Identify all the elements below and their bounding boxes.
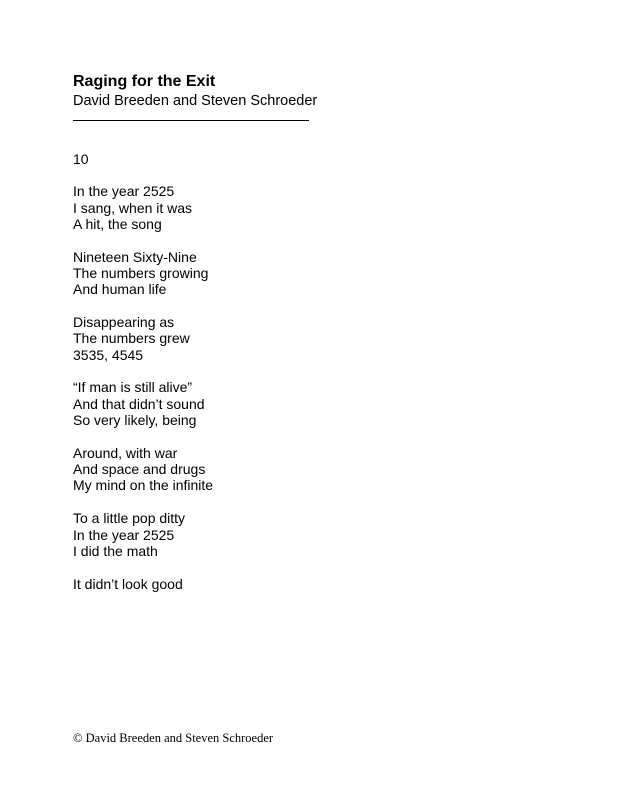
poem-line: 3535, 4545 [73, 346, 144, 363]
stanza-3 [73, 314, 573, 363]
stanza-1 [73, 183, 573, 232]
poem-line: So very likely, being [73, 412, 197, 429]
poem-line: “If man is still alive” [73, 379, 193, 396]
poem-line: In the year 2525 [73, 183, 175, 200]
poem-line: To a little pop ditty [73, 510, 186, 527]
stanza-7 [73, 576, 573, 592]
poem-line: And that didn’t sound [73, 395, 205, 412]
poem-line: The numbers grew [73, 330, 190, 347]
stanza-4 [73, 379, 573, 428]
title-divider [73, 120, 309, 121]
poem-line: Disappearing as [73, 314, 175, 331]
poem-line: I did the math [73, 542, 158, 559]
poem-number: 10 [73, 151, 89, 167]
stanza-5 [73, 445, 573, 494]
copyright-notice: © David Breeden and Steven Schroeder [73, 731, 274, 745]
stanza-6 [73, 510, 573, 559]
poem-line: I sang, when it was [73, 199, 193, 216]
poem-line: A hit, the song [73, 215, 162, 232]
poem-line: And space and drugs [73, 461, 206, 478]
poem-line: In the year 2525 [73, 526, 175, 543]
stanza-2 [73, 249, 573, 298]
poem-line: And human life [73, 281, 167, 298]
poem-line: It didn’t look good [73, 575, 183, 592]
poem-title: Raging for the Exit [73, 73, 216, 90]
poem-body [73, 183, 573, 592]
poem-line: My mind on the infinite [73, 477, 214, 494]
poem-line: The numbers growing [73, 264, 209, 281]
poem-line: Around, with war [73, 444, 178, 461]
document-page [73, 73, 573, 608]
poem-line: Nineteen Sixty-Nine [73, 248, 197, 265]
authors-line: David Breeden and Steven Schroeder [73, 93, 318, 109]
